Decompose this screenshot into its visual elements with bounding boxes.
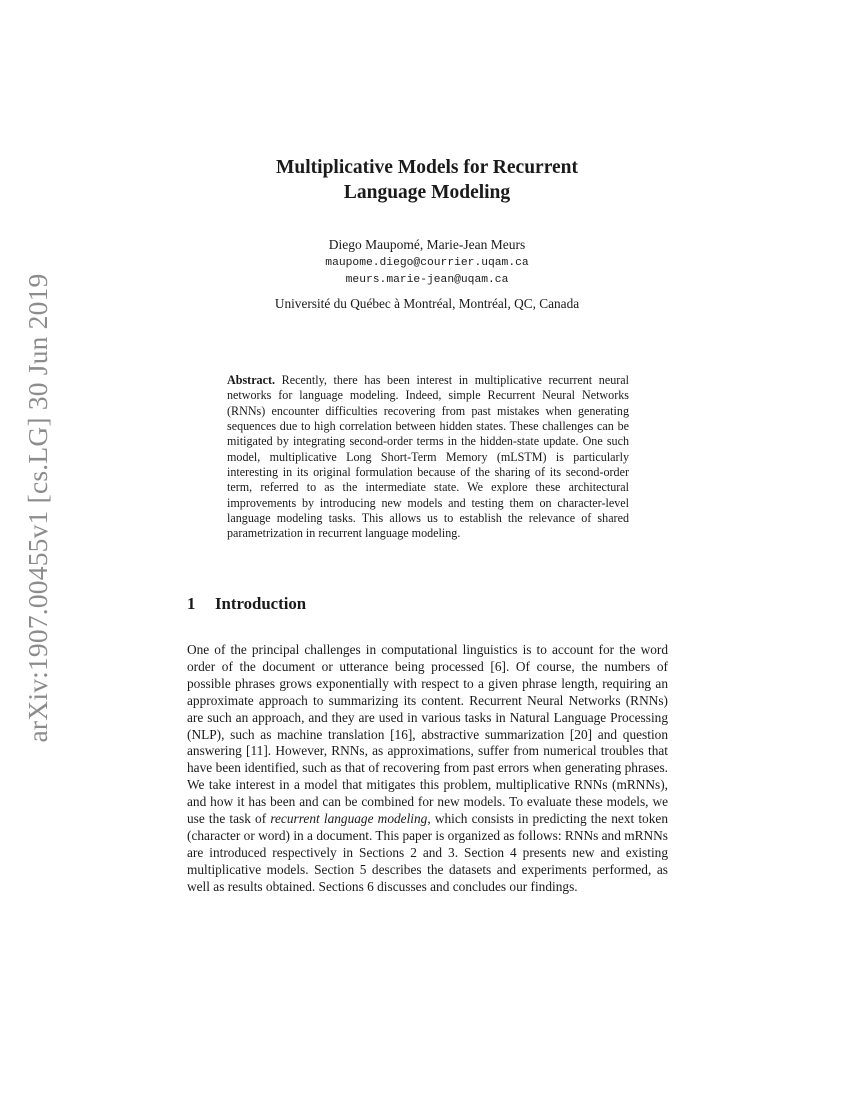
author-names: Diego Maupomé, Marie-Jean Meurs bbox=[328, 237, 526, 252]
abstract-label: Abstract. bbox=[227, 373, 276, 387]
abstract-block bbox=[227, 373, 629, 542]
abstract-text: Recently, there has been interest in multiplicative recurrent neural networks for language modeling. Indeed, simple Recurrent Neural Networks (RNNs) encounter difficulties recovering from past mistakes when generating sequences due to high correlation between hidden states. These challenges can be mitigated by integrating second-order terms in the hidden-state update. One such model, multiplicative Long Short-Term Memory (mLSTM) is particularly interesting in its original formulation because of the sharing of its second-order term, referred to as the intermediate state. We explore these architectural improvements by introducing new models and testing them on character-level language modeling tasks. This allows us to establish the relevance of shared parametrization in recurrent language modeling. bbox=[227, 373, 629, 541]
section-heading-introduction bbox=[187, 593, 306, 615]
arxiv-stamp-text: arXiv:1907.00455v1 [cs.LG] 30 Jun 2019 bbox=[22, 273, 53, 743]
intro-text-part-1: One of the principal challenges in computational linguistics is to account for the word order of the document or utterance being processed [6]. Of course, the numbers of possible phrases grows exponentially with respect to a given phrase length, requiring an approximate approach to summarizing its content. Recurrent Neural Networks (RNNs) are such an approach, and they are used in various tasks in Natural Language Processing (NLP), such as machine translation [16], abstractive summarization [20] and question answering [11]. However, RNNs, as approximations, suffer from numerical troubles that have been identified, such as that of recovering from past errors when generating phrases. We take interest in a model that mitigates this problem, multiplicative RNNs (mRNNs), and how it has been and can be combined for new models. To evaluate these models, we use the task of bbox=[187, 642, 668, 827]
author-email-2: meurs.marie-jean@uqam.ca bbox=[345, 274, 509, 286]
intro-text-part-2: , which consists in predicting the next token (character or word) in a document. This paper is organized as follows: RNNs and mRNNs are introduced respectively in Sections 2 and 3. Section 4 presents new and existing multiplicative models. Section 5 describes the datasets and experiments performed, as well as results obtained. Sections 6 discusses and concludes our findings. bbox=[187, 811, 668, 894]
title-line-1: Multiplicative Models for Recurrent bbox=[275, 157, 578, 178]
section-number: 1 bbox=[187, 594, 196, 613]
paper-title bbox=[186, 155, 668, 205]
intro-text-emphasis: recurrent language modeling bbox=[270, 811, 428, 827]
author-affiliation: Université du Québec à Montréal, Montréal, QC, Canada bbox=[274, 296, 580, 311]
title-line-2: Language Modeling bbox=[343, 182, 511, 203]
introduction-paragraph bbox=[187, 642, 668, 896]
author-email-1: maupome.diego@courrier.uqam.ca bbox=[325, 257, 529, 269]
section-title: Introduction bbox=[215, 594, 307, 613]
